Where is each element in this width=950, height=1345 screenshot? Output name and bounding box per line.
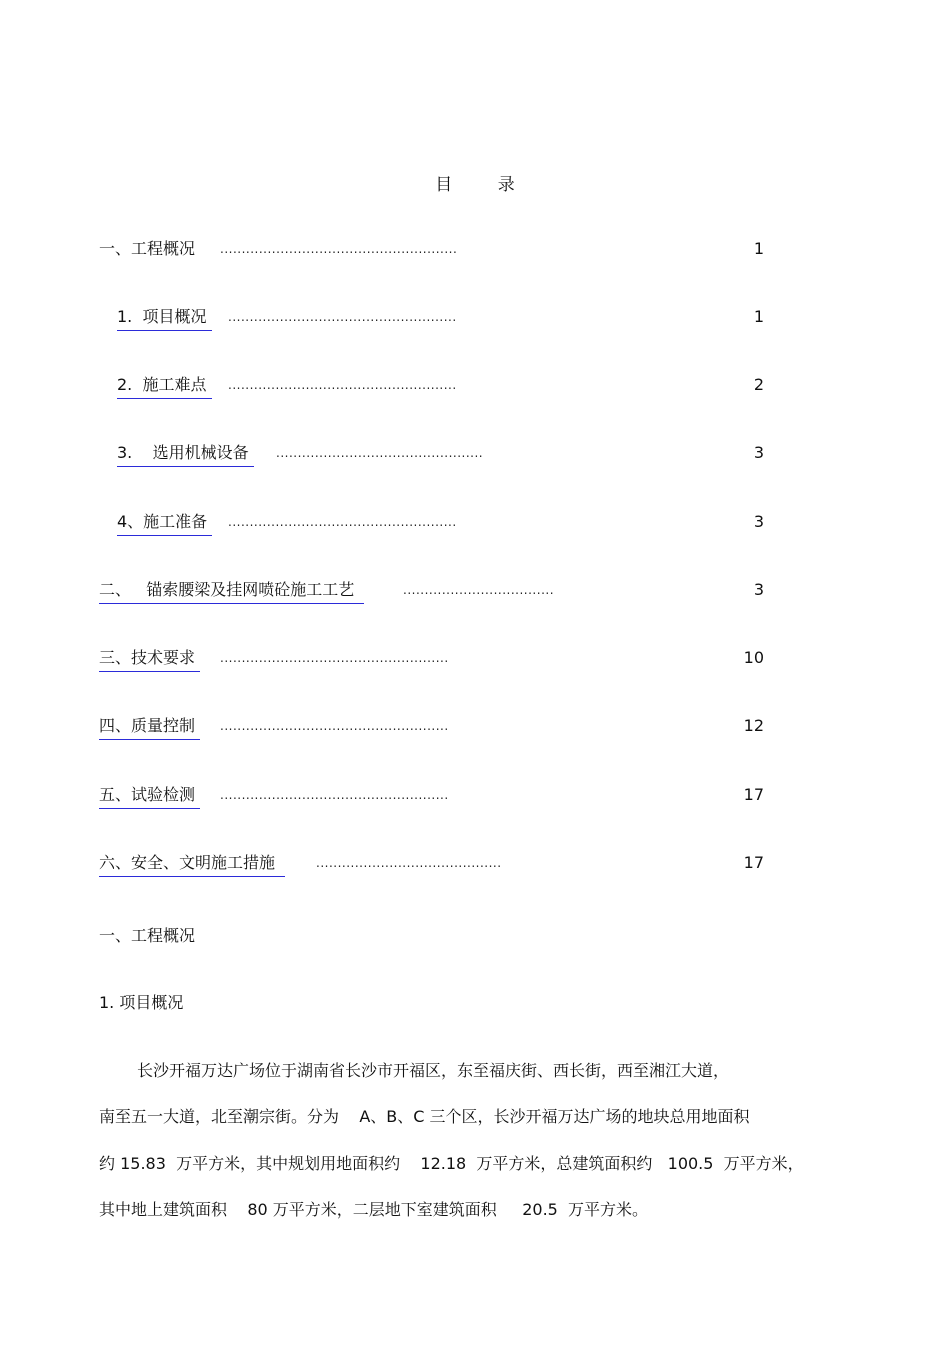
toc-page-number: 2 — [753, 375, 764, 394]
toc-entry[interactable] — [0, 851, 950, 875]
toc-leader-dots: ....................................................... — [220, 242, 458, 256]
toc-entry[interactable] — [0, 578, 950, 602]
toc-entry[interactable] — [0, 646, 950, 670]
section-heading: 一、工程概况 — [99, 926, 196, 945]
toc-page-number: 17 — [743, 785, 764, 804]
toc-leader-dots: ..................................................... — [220, 719, 449, 733]
toc-leader-dots: ..................................................... — [228, 515, 457, 529]
toc-entry[interactable] — [0, 441, 950, 465]
toc-entry[interactable] — [0, 783, 950, 807]
toc-entry-label[interactable]: 4、施工准备 — [117, 510, 212, 536]
toc-page-number: 3 — [753, 443, 764, 462]
toc-leader-dots: ..................................................... — [220, 788, 449, 802]
toc-entry-label[interactable]: 四、质量控制 — [99, 714, 200, 740]
toc-page-number: 12 — [743, 716, 764, 735]
toc-page-number: 1 — [753, 307, 764, 326]
toc-entry-label[interactable]: 一、工程概况 — [99, 239, 196, 258]
toc-page-number: 3 — [753, 512, 764, 531]
toc-entry-label[interactable]: 2. 施工难点 — [117, 373, 212, 399]
toc-entry[interactable] — [0, 714, 950, 738]
paragraph-line: 约 15.83 万平方米，其中规划用地面积约 12.18 万平方米，总建筑面积约 100.5 万平方米， — [99, 1154, 804, 1173]
toc-leader-dots: ..................................................... — [220, 651, 449, 665]
toc-leader-dots: ................................... — [403, 583, 555, 597]
toc-page-number: 3 — [753, 580, 764, 599]
toc-leader-dots: ..................................................... — [228, 378, 457, 392]
subsection-heading: 1. 项目概况 — [99, 993, 184, 1012]
toc-title: 目 录 — [435, 175, 535, 195]
toc-leader-dots: ................................................ — [276, 446, 484, 460]
toc-entry[interactable] — [0, 305, 950, 329]
toc-page-number: 1 — [753, 239, 764, 258]
toc-entry[interactable] — [0, 237, 950, 261]
paragraph-line: 南至五一大道，北至潮宗街。分为 A、B、C 三个区，长沙开福万达广场的地块总用地面积 — [99, 1107, 750, 1126]
toc-page-number: 10 — [743, 648, 764, 667]
paragraph-line: 长沙开福万达广场位于湖南省长沙市开福区，东至福庆街、西长街，西至湘江大道， — [137, 1061, 730, 1080]
toc-entry-label[interactable]: 六、安全、文明施工措施 — [99, 851, 285, 877]
toc-entry[interactable] — [0, 373, 950, 397]
toc-entry-label[interactable]: 五、试验检测 — [99, 783, 200, 809]
toc-leader-dots: ..................................................... — [228, 310, 457, 324]
toc-leader-dots: ........................................... — [316, 856, 502, 870]
toc-entry-label[interactable]: 1. 项目概况 — [117, 305, 212, 331]
body-paragraph — [99, 1059, 844, 1229]
toc-entry[interactable] — [0, 510, 950, 534]
toc-entry-label[interactable]: 二、 锚索腰梁及挂网喷砼施工工艺 — [99, 578, 364, 604]
toc-entry-label[interactable]: 3. 选用机械设备 — [117, 441, 254, 467]
toc-page-number: 17 — [743, 853, 764, 872]
paragraph-line: 其中地上建筑面积 80 万平方米，二层地下室建筑面积 20.5 万平方米。 — [99, 1200, 649, 1219]
toc-entry-label[interactable]: 三、技术要求 — [99, 646, 200, 672]
